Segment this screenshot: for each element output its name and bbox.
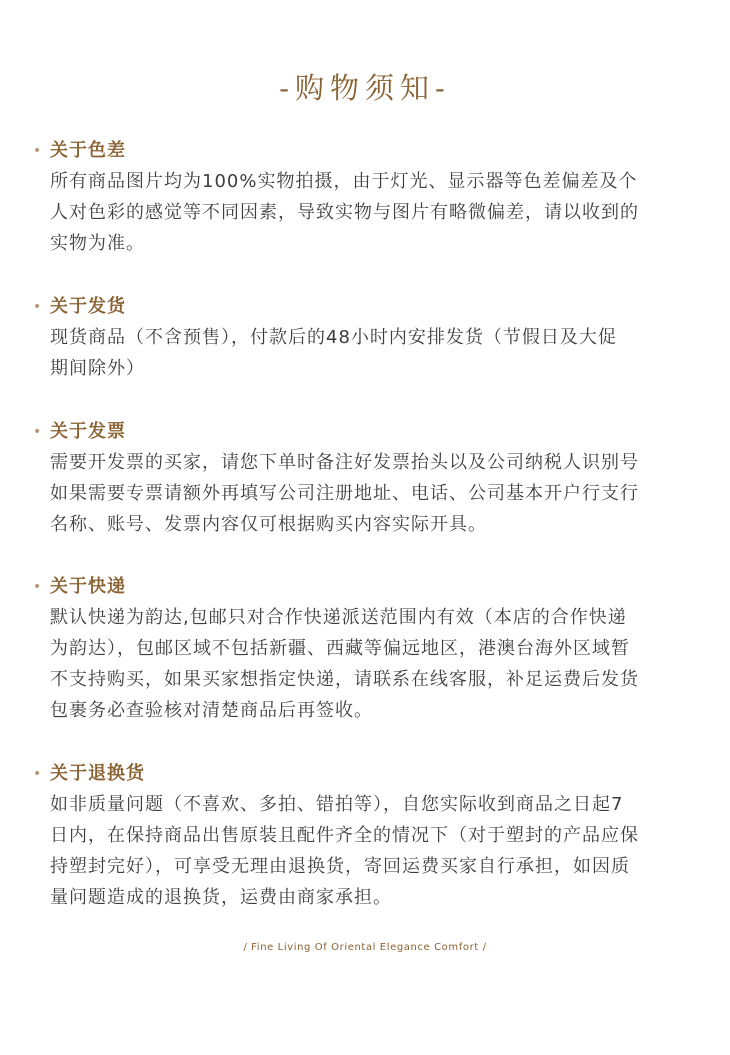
section-heading-text: 关于发货 bbox=[50, 296, 126, 317]
section-heading bbox=[33, 417, 713, 447]
section-heading-text: 关于快递 bbox=[50, 576, 126, 597]
footer-tagline: / Fine Living Of Oriental Elegance Comfort / bbox=[243, 942, 487, 953]
section-heading bbox=[33, 572, 713, 602]
section-body: 如非质量问题（不喜欢、多拍、错拍等），自您实际收到商品之日起7 日内，在保持商品出售原装且配件齐全的情况下（对于塑封的产品应保 持塑封完好），可享受无理由退换货，寄回运费买家自行承担，如因质 量问题造成的退换货，运费由商家承担。 bbox=[50, 794, 639, 908]
bullet-icon: • bbox=[33, 579, 42, 595]
section-heading-text: 关于色差 bbox=[50, 140, 126, 161]
section-heading bbox=[33, 136, 713, 166]
section-body: 现货商品（不含预售），付款后的48小时内安排发货（节假日及大促 期间除外） bbox=[50, 327, 617, 379]
section-heading-text: 关于退换货 bbox=[50, 763, 145, 784]
bullet-icon: • bbox=[33, 424, 42, 440]
section-shipping bbox=[33, 292, 713, 384]
section-invoice bbox=[33, 417, 713, 540]
bullet-icon: • bbox=[33, 143, 42, 159]
section-body: 默认快递为韵达,包邮只对合作快递派送范围内有效（本店的合作快递 为韵达），包邮区域不包括新疆、西藏等偏远地区，港澳台海外区域暂 不支持购买，如果买家想指定快递，请联系在线客服，补足运费后发货 包裹务必查验核对清楚商品后再签收。 bbox=[50, 607, 639, 721]
section-heading bbox=[33, 759, 713, 789]
section-heading bbox=[33, 292, 713, 322]
section-returns bbox=[33, 759, 713, 913]
section-body: 所有商品图片均为100%实物拍摄，由于灯光、显示器等色差偏差及个 人对色彩的感觉等不同因素，导致实物与图片有略微偏差，请以收到的 实物为准。 bbox=[50, 171, 639, 254]
bullet-icon: • bbox=[33, 299, 42, 315]
bullet-icon: • bbox=[33, 766, 42, 782]
section-body: 需要开发票的买家，请您下单时备注好发票抬头以及公司纳税人识别号 如果需要专票请额外再填写公司注册地址、电话、公司基本开户行支行 名称、账号、发票内容仅可根据购买内容实际开具。 bbox=[50, 452, 639, 535]
page-title: -购物须知- bbox=[279, 71, 451, 105]
section-color-difference bbox=[33, 136, 713, 259]
section-heading-text: 关于发票 bbox=[50, 421, 126, 442]
section-express bbox=[33, 572, 713, 726]
